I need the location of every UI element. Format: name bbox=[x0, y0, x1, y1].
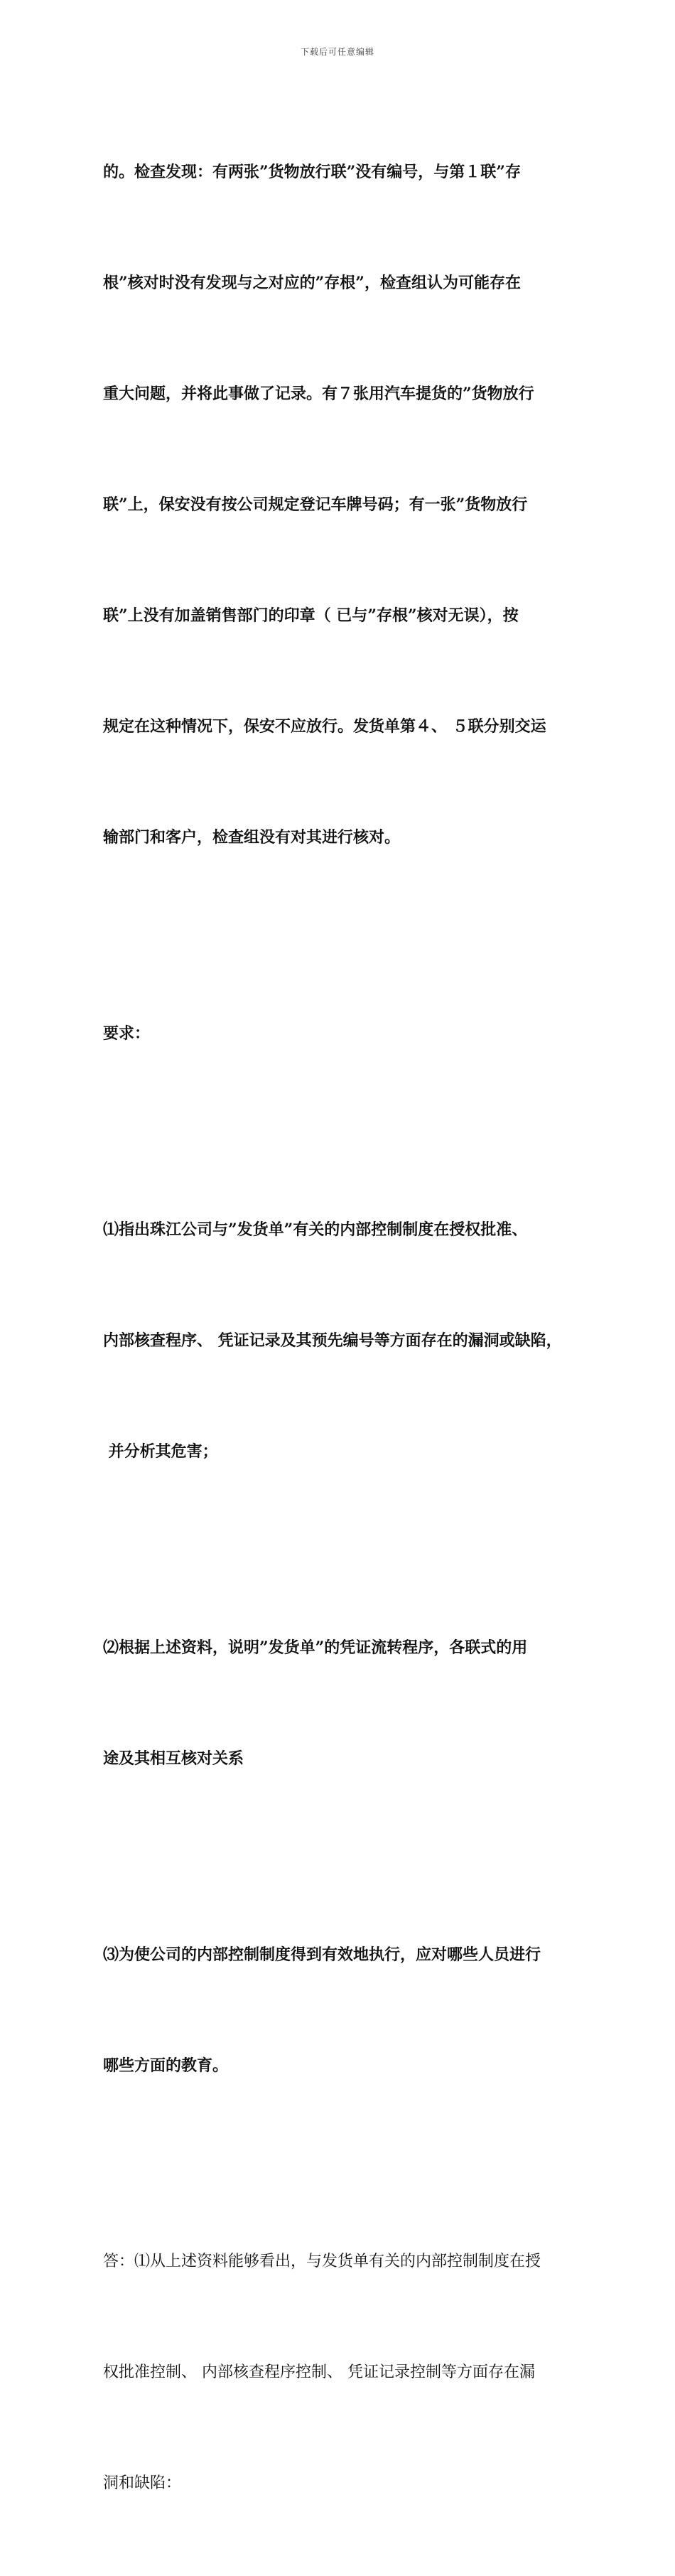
text-line: 规定在这种情况下，保安不应放行。发货单第４、 ５联分别交运 bbox=[103, 717, 546, 736]
text-line: 输部门和客户，检查组没有对其进行核对。 bbox=[103, 828, 401, 847]
paragraph-question-3 bbox=[103, 1862, 580, 2158]
paragraph-inspection-findings bbox=[103, 80, 580, 930]
text-line: 途及其相互核对关系 bbox=[103, 1749, 244, 1768]
page-header: 下载后可任意编辑 bbox=[300, 47, 374, 57]
paragraph-requirements-heading bbox=[103, 941, 580, 1126]
text-line: 答：⑴从上述资料能够看出，与发货单有关的内部控制制度在授 bbox=[103, 2253, 541, 2270]
text-line: ⑶为使公司的内部控制制度得到有效地执行，应对哪些人员进行 bbox=[103, 1946, 541, 1964]
text-line: 内部核查程序、 凭证记录及其预先编号等方面存在的漏洞或缺陷， bbox=[103, 1331, 562, 1350]
text-line: 联”上，保安没有按公司规定登记车牌号码；有一张”货物放行 bbox=[103, 495, 528, 514]
text-line: 联”上没有加盖销售部门的印章（ 已与”存根”核对无误），按 bbox=[103, 606, 519, 625]
paragraph-question-1 bbox=[103, 1137, 580, 1544]
document-body bbox=[103, 80, 580, 2576]
text-line: 要求： bbox=[103, 1024, 151, 1043]
text-line: 重大问题，并将此事做了记录。有７张用汽车提货的”货物放行 bbox=[103, 385, 534, 403]
text-line: 权批准控制、 内部核查程序控制、 凭证记录控制等方面存在漏 bbox=[103, 2363, 535, 2381]
text-line: 哪些方面的教育。 bbox=[103, 2056, 229, 2075]
text-line: 洞和缺陷： bbox=[103, 2474, 182, 2492]
text-line: ⑴指出珠江公司与”发货单”有关的内部控制制度在授权批准、 bbox=[103, 1220, 528, 1239]
paragraph-answer-1 bbox=[103, 2169, 580, 2576]
text-line: 并分析其危害； bbox=[103, 1442, 218, 1461]
text-line: ⑵根据上述资料，说明”发货单”的凭证流转程序，各联式的用 bbox=[103, 1638, 528, 1657]
text-line: 根”核对时没有发现与之对应的”存根”，检查组认为可能存在 bbox=[103, 274, 521, 292]
text-line: 的。检查发现：有两张”货物放行联”没有编号，与第１联”存 bbox=[103, 163, 521, 181]
paragraph-question-2 bbox=[103, 1555, 580, 1851]
